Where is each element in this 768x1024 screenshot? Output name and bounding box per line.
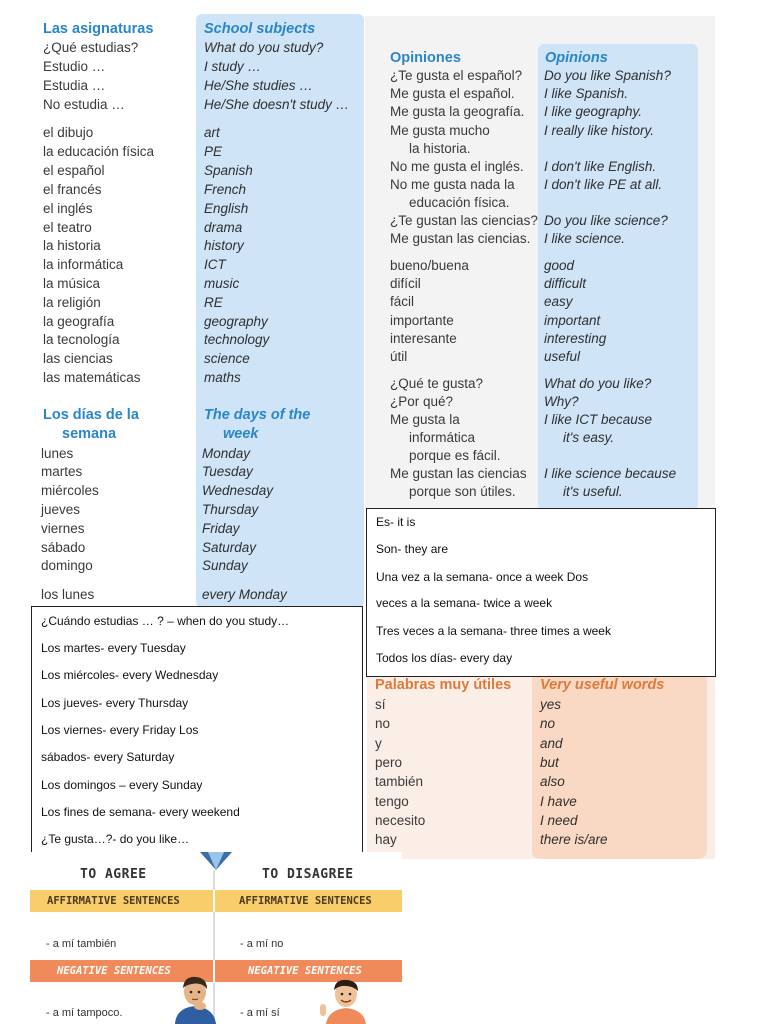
- question-en: What do you study?: [204, 40, 324, 55]
- why-en: it's useful.: [563, 484, 623, 499]
- day-es: domingo: [41, 558, 93, 573]
- useful-es: tengo: [375, 794, 409, 809]
- subject-en: art: [204, 125, 220, 140]
- opinion-en: Do you like Spanish?: [544, 68, 671, 83]
- why-es: informática: [409, 430, 476, 445]
- subject-en: geography: [204, 314, 268, 329]
- useful-en: no: [540, 716, 556, 731]
- notes-box-right: [366, 508, 716, 677]
- useful-es: y: [375, 736, 382, 751]
- subject-es: las matemáticas: [43, 370, 141, 385]
- opinion-es: la historia.: [409, 141, 471, 156]
- subject-es: la educación física: [43, 144, 155, 159]
- days-heading-en: The days of the: [204, 407, 311, 423]
- subject-en: music: [204, 276, 240, 291]
- days-heading-en-2: week: [223, 426, 259, 442]
- subject-es: la historia: [43, 238, 101, 253]
- why-en: it's easy.: [563, 430, 615, 445]
- day-es: sábado: [41, 540, 86, 555]
- smiling-person-icon: [320, 974, 372, 1024]
- opinion-es: ¿Te gustan las ciencias?: [390, 213, 538, 228]
- useful-heading-es: Palabras muy útiles: [375, 677, 512, 693]
- adjective-en: difficult: [544, 276, 587, 291]
- note-line: veces a la semana- twice a week: [376, 596, 553, 610]
- opinion-es: ¿Te gusta el español?: [390, 68, 523, 83]
- note-line: Los jueves- every Thursday: [41, 696, 189, 710]
- every-day-en: every Monday: [202, 587, 287, 602]
- subject-en: drama: [204, 220, 243, 235]
- day-es: miércoles: [41, 483, 99, 498]
- affirmative-agree-text: - a mí también: [46, 938, 117, 950]
- note-line: Los domingos – every Sunday: [41, 778, 203, 792]
- adjective-en: interesting: [544, 331, 607, 346]
- note-line: sábados- every Saturday: [41, 750, 175, 764]
- subject-en: ICT: [204, 257, 226, 272]
- fan-icon: [198, 852, 234, 872]
- day-en: Tuesday: [202, 464, 253, 479]
- question-en: I study …: [204, 59, 262, 74]
- subject-es: la geografía: [43, 314, 115, 329]
- opinion-en: I like science.: [544, 231, 626, 246]
- useful-en: I need: [540, 813, 578, 828]
- why-es: porque es fácil.: [409, 448, 501, 463]
- note-line: Una vez a la semana- once a week Dos: [376, 570, 589, 584]
- every-day-es: los lunes: [41, 587, 95, 602]
- subject-en: French: [204, 182, 247, 197]
- subject-en: Spanish: [204, 163, 253, 178]
- day-es: martes: [41, 464, 83, 479]
- useful-es: también: [375, 774, 424, 789]
- day-es: lunes: [41, 446, 74, 461]
- note-line: Los viernes- every Friday Los: [41, 723, 199, 737]
- opinion-en: I like Spanish.: [544, 86, 629, 101]
- adjective-es: importante: [390, 313, 454, 328]
- day-en: Wednesday: [202, 483, 274, 498]
- affirmative-left-label: AFFIRMATIVE SENTENCES: [47, 895, 180, 907]
- adjective-es: útil: [390, 349, 408, 364]
- adjective-es: bueno/buena: [390, 258, 469, 273]
- opinion-en: I like geography.: [544, 104, 643, 119]
- useful-en: and: [540, 736, 563, 751]
- opinion-es: Me gusta mucho: [390, 123, 490, 138]
- subjects-heading-es: Las asignaturas: [43, 21, 154, 37]
- disagree-title: TO DISAGREE: [262, 867, 354, 882]
- adjective-en: important: [544, 313, 601, 328]
- useful-es: sí: [375, 697, 386, 712]
- useful-en: there is/are: [540, 832, 608, 847]
- subject-es: la tecnología: [43, 332, 120, 347]
- question-es: ¿Qué estudias?: [43, 40, 139, 55]
- note-line: Son- they are: [376, 542, 449, 556]
- question-en: He/She studies …: [204, 78, 313, 93]
- why-es: ¿Por qué?: [390, 394, 454, 409]
- day-en: Saturday: [202, 540, 257, 555]
- days-heading-es-2: semana: [62, 426, 117, 442]
- day-es: viernes: [41, 521, 85, 536]
- subject-es: la informática: [43, 257, 124, 272]
- why-es: ¿Qué te gusta?: [390, 376, 484, 391]
- agree-title: TO AGREE: [80, 867, 147, 882]
- subject-es: las ciencias: [43, 351, 113, 366]
- note-line: Los martes- every Tuesday: [41, 641, 186, 655]
- useful-en: yes: [540, 697, 562, 712]
- subjects-heading-en: School subjects: [204, 21, 316, 37]
- opinion-en: I don't like English.: [544, 159, 657, 174]
- subject-es: el inglés: [43, 201, 93, 216]
- adjective-en: easy: [544, 294, 573, 309]
- useful-es: necesito: [375, 813, 426, 828]
- subject-es: el francés: [43, 182, 102, 197]
- subject-es: la religión: [43, 295, 101, 310]
- opinion-es: Me gusta el español.: [390, 86, 515, 101]
- adjective-es: difícil: [390, 276, 421, 291]
- affirmative-disagree-text: - a mí no: [240, 938, 284, 950]
- why-en: What do you like?: [544, 376, 652, 391]
- note-line: Los fines de semana- every weekend: [41, 805, 240, 819]
- question-es: No estudia …: [43, 97, 125, 112]
- negative-right-label: NEGATIVE SENTENCES: [248, 965, 362, 977]
- negative-left-label: NEGATIVE SENTENCES: [57, 965, 171, 977]
- useful-es: pero: [375, 755, 403, 770]
- note-line: Los miércoles- every Wednesday: [41, 668, 219, 682]
- why-en: I like science because: [544, 466, 677, 481]
- adjective-en: good: [544, 258, 575, 273]
- adjective-es: fácil: [390, 294, 415, 309]
- adjective-es: interesante: [390, 331, 457, 346]
- affirmative-bar-divider: [213, 890, 215, 912]
- day-en: Monday: [202, 446, 251, 461]
- subject-en: English: [204, 201, 249, 216]
- opinion-es: No me gusta nada la: [390, 177, 515, 192]
- subject-es: el teatro: [43, 220, 92, 235]
- subject-en: maths: [204, 370, 241, 385]
- opinions-heading-es: Opiniones: [390, 50, 461, 66]
- opinion-es: Me gustan las ciencias.: [390, 231, 531, 246]
- opinion-es: educación física.: [409, 195, 510, 210]
- subject-en: RE: [204, 295, 223, 310]
- day-en: Sunday: [202, 558, 248, 573]
- useful-es: hay: [375, 832, 397, 847]
- agree-disagree-graphic: [30, 852, 402, 1024]
- day-en: Thursday: [202, 502, 259, 517]
- subject-en: history: [204, 238, 244, 253]
- note-line: ¿Cuándo estudias … ? – when do you study…: [41, 614, 290, 628]
- subject-en: science: [204, 351, 250, 366]
- why-es: Me gustan las ciencias: [390, 466, 527, 481]
- day-es: jueves: [41, 502, 81, 517]
- why-en: Why?: [544, 394, 579, 409]
- subject-es: el español: [43, 163, 105, 178]
- note-line: Todos los días- every day: [376, 651, 513, 665]
- why-en: I like ICT because: [544, 412, 653, 427]
- days-heading-es: Los días de la: [43, 407, 139, 423]
- subject-en: technology: [204, 332, 270, 347]
- subject-es: el dibujo: [43, 125, 94, 140]
- opinion-en: I really like history.: [544, 123, 655, 138]
- day-en: Friday: [202, 521, 240, 536]
- useful-es: no: [375, 716, 391, 731]
- opinion-es: No me gusta el inglés.: [390, 159, 524, 174]
- useful-en: I have: [540, 794, 577, 809]
- question-es: Estudio …: [43, 59, 106, 74]
- thinking-person-icon: [170, 970, 220, 1024]
- question-en: He/She doesn't study …: [204, 97, 350, 112]
- useful-en: but: [540, 755, 559, 770]
- negative-agree-text: - a mí tampoco.: [46, 1007, 123, 1019]
- useful-en: also: [540, 774, 565, 789]
- notes-box-left: [31, 606, 363, 854]
- opinion-en: Do you like science?: [544, 213, 668, 228]
- note-line: ¿Te gusta…?- do you like…: [41, 832, 190, 846]
- question-es: Estudia …: [43, 78, 106, 93]
- note-line: Tres veces a la semana- three times a week: [376, 624, 611, 638]
- opinion-es: Me gusta la geografía.: [390, 104, 525, 119]
- subject-es: la música: [43, 276, 101, 291]
- opinions-heading-en: Opinions: [545, 50, 608, 66]
- why-es: porque son útiles.: [409, 484, 516, 499]
- opinion-en: I don't like PE at all.: [544, 177, 663, 192]
- useful-heading-en: Very useful words: [540, 677, 665, 693]
- subject-en: PE: [204, 144, 223, 159]
- negative-disagree-text: - a mí sí: [240, 1007, 280, 1019]
- affirmative-right-label: AFFIRMATIVE SENTENCES: [239, 895, 372, 907]
- note-line: Es- it is: [376, 515, 416, 529]
- why-es: Me gusta la: [390, 412, 460, 427]
- adjective-en: useful: [544, 349, 581, 364]
